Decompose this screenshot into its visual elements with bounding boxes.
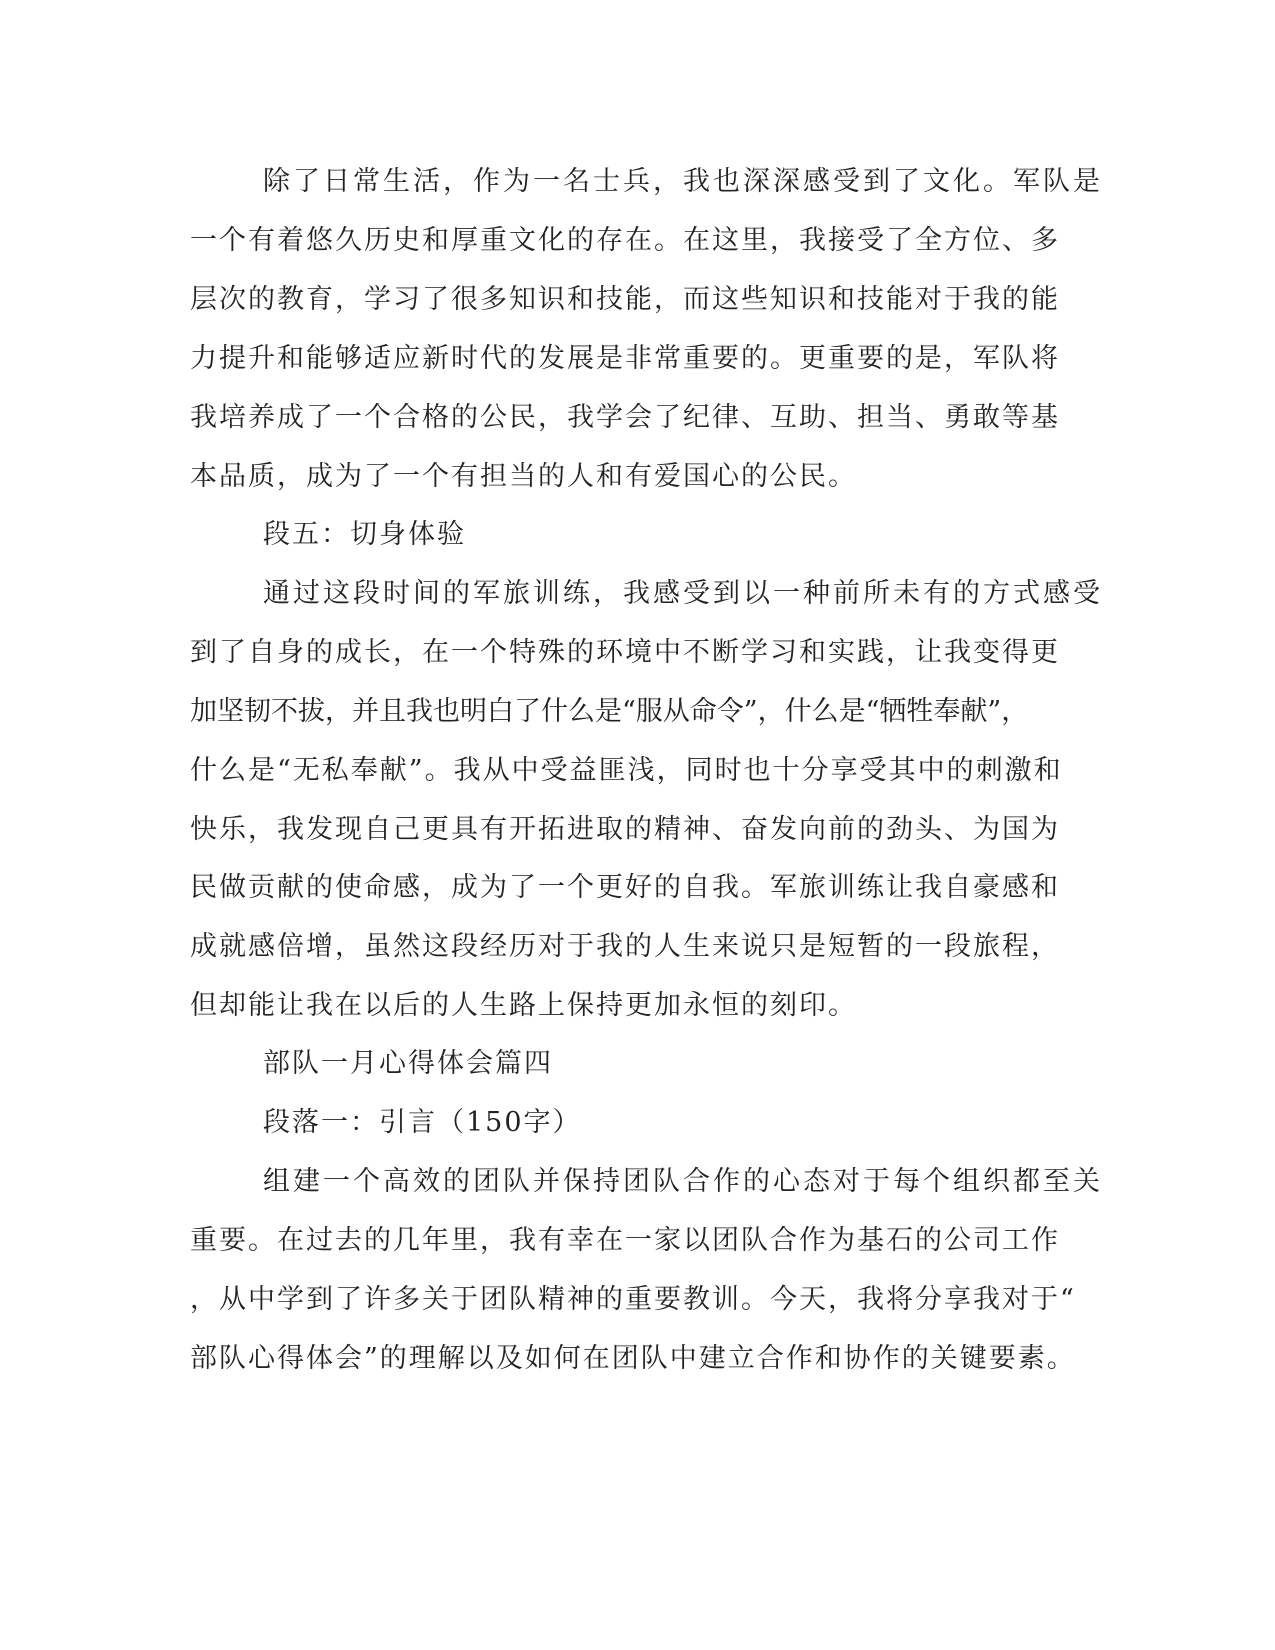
paragraph-1-line-4: 力提升和能够适应新时代的发展是非常重要的。更重要的是，军队将: [190, 343, 1060, 374]
paragraph-2-line-8: 但却能让我在以后的人生路上保持更加永恒的刻印。: [190, 990, 857, 1021]
paragraph-3-line-3: ，从中学到了许多关于团队精神的重要教训。今天，我将分享我对于“: [190, 1284, 1076, 1315]
paragraph-1-line-6: 本品质，成为了一个有担当的人和有爱国心的公民。: [190, 461, 857, 492]
section-heading-1: 段落一：引言（150字）: [263, 1107, 582, 1138]
paragraph-2-line-7: 成就感倍增，虽然这段经历对于我的人生来说只是短暂的一段旅程，: [190, 931, 1060, 962]
paragraph-3-line-1: 组建一个高效的团队并保持团队合作的心态对于每个组织都至关: [263, 1166, 1103, 1197]
paragraph-1-line-5: 我培养成了一个合格的公民，我学会了纪律、互助、担当、勇敢等基: [190, 402, 1060, 433]
paragraph-1-line-1: 除了日常生活，作为一名士兵，我也深深感受到了文化。军队是: [263, 166, 1103, 197]
paragraph-2-line-2: 到了自身的成长，在一个特殊的环境中不断学习和实践，让我变得更: [190, 637, 1060, 668]
paragraph-2-line-1: 通过这段时间的军旅训练，我感受到以一种前所未有的方式感受: [263, 578, 1103, 609]
paragraph-2-line-3: 加坚韧不拔，并且我也明白了什么是“服从命令”，什么是“牺牲奉献”，: [190, 696, 1029, 727]
paragraph-1-line-3: 层次的教育，学习了很多知识和技能，而这些知识和技能对于我的能: [190, 284, 1060, 315]
section-heading-5: 段五：切身体验: [263, 519, 466, 550]
paragraph-3-line-2: 重要。在过去的几年里，我有幸在一家以团队合作为基石的公司工作: [190, 1225, 1060, 1256]
paragraph-2-line-6: 民做贡献的使命感，成为了一个更好的自我。军旅训练让我自豪感和: [190, 872, 1060, 903]
paragraph-2-line-4: 什么是“无私奉献”。我从中受益匪浅，同时也十分享受其中的刺激和: [190, 755, 1063, 786]
paragraph-1-line-2: 一个有着悠久历史和厚重文化的存在。在这里，我接受了全方位、多: [190, 225, 1060, 256]
paragraph-2-line-5: 快乐，我发现自己更具有开拓进取的精神、奋发向前的劲头、为国为: [190, 814, 1060, 845]
article-title: 部队一月心得体会篇四: [263, 1048, 553, 1079]
paragraph-3-line-4: 部队心得体会”的理解以及如何在团队中建立合作和协作的关键要素。: [190, 1343, 1076, 1374]
